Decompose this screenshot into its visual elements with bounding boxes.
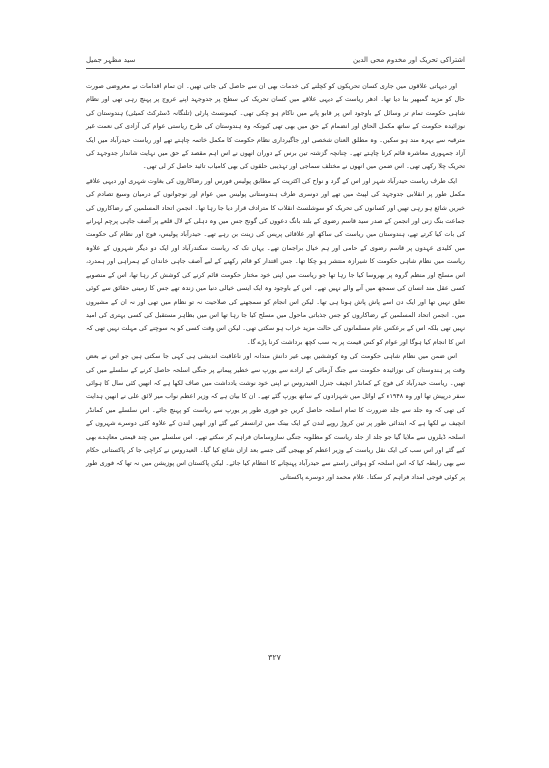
header-divider: [86, 68, 465, 69]
body-text: [86, 80, 465, 485]
page-number: ۳۲۷: [268, 653, 281, 662]
header-author: سید مظہر جمیل: [86, 56, 136, 64]
header-book-title: اشتراکی تحریک اور مخدوم محی الدین: [352, 56, 465, 64]
running-header: [86, 54, 465, 66]
paragraph: اس ضمن میں نظام شاہی حکومت کی وہ کوششیں بھی غیر دانش مندانہ اور ناعاقبت اندیشی ہی کہی جا سکتی ہیں جو اس نے بعض وقت پر ہندوستان کی نوزائیدہ حکومت سے جنگ آزمائی کے ارادے سے یورپ سے خطیر پیمانے پر جنگی اسلحہ حاصل کرنے کے سلسلے میں کی تھیں۔ ریاست حیدرآباد کی فوج کے کمانڈر انچیف جنرل العیدروس نے اپنی خود نوشت یادداشت میں صاف لکھا ہے کہ انھیں کئی سال کا ہوائی سفر درپیش تھا اور وہ ۱۹۴۸ء کے اوائل میں شہزادوں کے ساتھ یورپ گئے تھے۔ ان کا بیان ہے کہ وزیر اعظم نواب میر لائق علی نے انھیں ہدایت کی تھی کہ وہ جلد سے جلد ضرورت کا تمام اسلحہ حاصل کریں جو فوری طور پر یورپ سے ریاست کو پہنچ جائے۔ اس سلسلے میں کمانڈر انچیف نے لکھا ہے کہ ابتدائی طور پر تین کروڑ روپے لندن کے ایک بینک میں ٹرانسفر کیے گئے اور انھیں لندن کے علاوہ کئی دوسرے شہروں کے اسلحہ ڈیلروں سے ملایا گیا جو جلد از جلد ریاست کو مطلوبہ جنگی سازوسامان فراہم کر سکتے تھے۔ اس سلسلے میں چند قیمتی معاہدے بھی کیے گئے اور اس سب کی ایک نقل ریاست کے وزیر اعظم کو بھیجی گئی جسے بعد ازاں شائع کیا گیا۔ العیدروس نے کراچی جا کر پاکستانی حکام سے بھی رابطہ کیا کہ اس اسلحہ کو ہوائی راستے سے حیدرآباد پہنچانے کا انتظام کیا جائے۔ لیکن پاکستان اس پوزیشن میں نہ تھا کہ فوری طور پر کوئی فوجی امداد فراہم کر سکتا۔ غلام محمد اور دوسرے پاکستانی: [86, 352, 465, 481]
paragraph: اور دیہاتی علاقوں میں جاری کسان تحریکوں کو کچلنے کی خدمات بھی ان سے حاصل کی جاتی تھیں۔ ان تمام اقدامات نے معروضی صورت حال کو مزید گمبھیر بنا دیا تھا۔ ادھر ریاست کے دیہی علاقے میں کسان تحریک کی سطح پر جدوجہد اپنے عروج پر پہنچ رہی تھی اور نظام شاہی حکومت تمام تر وسائل کے باوجود اس پر قابو پانے میں ناکام ہو چکی تھی۔ کیمونسٹ پارٹی (تلنگانہ ڈسٹرکٹ کمیٹی) ہندوستان کی نوزائیدہ حکومت کے ساتھ مکمل الحاق اور انضمام کے حق میں بھی تھی کیونکہ وہ ہندوستان کی طرح ریاستی عوام کی آزادی کی نعمت غیر مترقبہ سے بہرہ مند ہو سکیں۔ وہ مطلق العنان شخصی اور جاگیرداری نظام حکومت کا مکمل خاتمہ چاہتے تھے اور ریاست حیدرآباد میں ایک آزاد جمہوری معاشرہ قائم کرنا چاہتے تھے۔ چنانچہ گزشتہ تین برس کے دوران انھوں نے اس اہم مقصد کے حق میں نہایت شاندار جدوجہد کی تحریک چلا رکھی تھی۔ اس ضمن میں انھوں نے مختلف سماجی اور تہذیبی حلقوں کی بھی کامیاب تائید حاصل کر لی تھی۔: [86, 82, 465, 171]
paragraph: ایک طرف ریاست حیدرآباد شہر اور اس کے گرد و نواح کی اکثریت کے مطابق پولیس فورس اور رضاکاروں کی بغاوت شہری اور دیہی علاقے مکمل طور پر انقلابی جدوجہد کی لپیٹ میں تھے اور دوسری طرف ہندوستانی پولیس میں عوام اور نوجوانوں کے درمیان وسیع تصادم کی خبریں شائع ہو رہی تھیں اور کسانوں کی تحریک کو سوشلسٹ انقلاب کا مترادف قرار دیا جا رہا تھا۔ انجمن اتحاد المسلمین کے رضاکاروں کی جماعت بنگ زنی اور انجمن کے صدر سید قاسم رضوی کے بلند بانگ دعووں کی گونج جس میں وہ دہلی کے لال قلعے پر آصف جاہی پرچم لہرانے کی بات کیا کرتے تھے، ہندوستان میں ریاست کی ساکھ اور علاقائی پریس کی زینت بن رہے تھے۔ حیدرآباد پولیس، فوج اور نظام کی حکومت میں کلیدی عہدوں پر قاسم رضوی کے حامی اور ہم خیال براجمان تھے۔ یہاں تک کہ ریاست سکندرآباد اور ایک دو دیگر شہروں کے علاوہ ریاست میں نظام شاہی حکومت کا شیرازہ منتشر ہو چکا تھا۔ جس اقتدار کو قائم رکھنے کے لیے آصف جاہی خاندان کے ہمراہی اور ہمدرد، اس مسلح اور منظم گروہ پر بھروسا کیا جا رہا تھا جو ریاست میں اپنی خود مختار حکومت قائم کرنے کی کوشش کر رہا تھا، اس کے منصوبے کسی عقل مند انسان کی سمجھ میں آنے والے نہیں تھے۔ اس کے باوجود وہ ایک ایسی خیالی دنیا میں زندہ تھے جس کا زمینی حقائق سے کوئی تعلق نہیں تھا اور ایک دن اسے پاش پاش ہونا ہی تھا۔ لیکن اس انجام کو سمجھنے کی صلاحیت نہ تو نظام میں تھی اور نہ ان کے مشیروں میں۔ انجمن اتحاد المسلمین کے رضاکاروں کو جس جذباتی ماحول میں مسلح کیا جا رہا تھا اس میں بظاہر مستقبل کی کسی بہتری کی امید نہیں تھی بلکہ اس کے برعکس عام مسلمانوں کی حالت مزید خراب ہو سکتی تھی۔ لیکن اس وقت کسی کو یہ سوچنے کی مہلت نہیں تھی کہ اس کا انجام کیا ہوگا اور عوام کو کس قیمت پر یہ سب کچھ برداشت کرنا پڑے گا۔: [86, 176, 465, 346]
